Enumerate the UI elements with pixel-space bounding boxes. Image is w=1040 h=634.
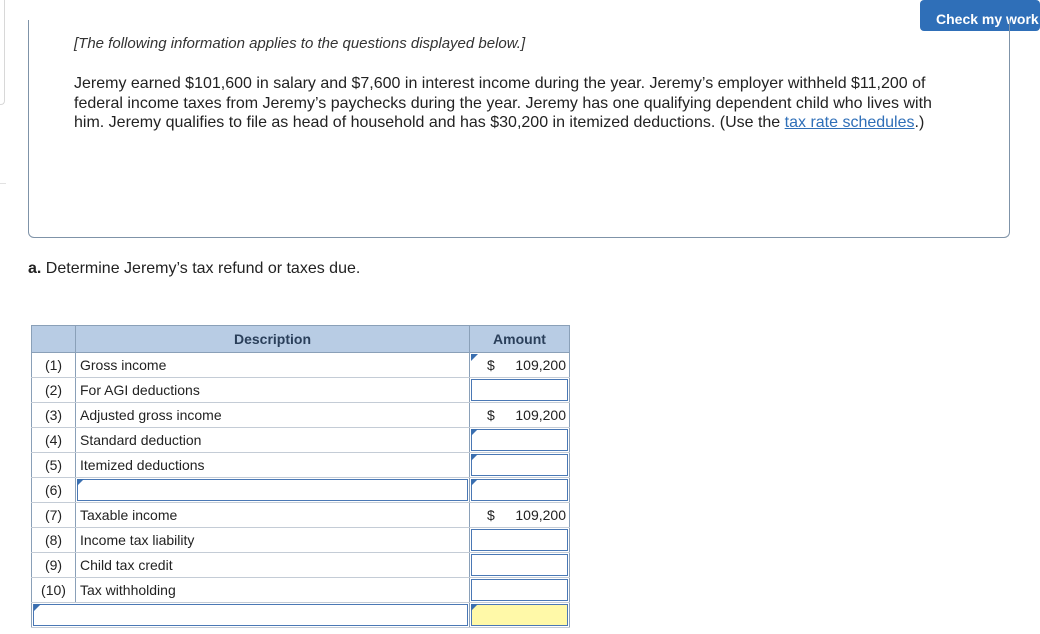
currency-symbol: $: [487, 407, 495, 423]
row-number: (4): [32, 428, 76, 453]
row-amount: [470, 403, 570, 428]
row-number: (5): [32, 453, 76, 478]
table-row: [32, 378, 570, 403]
table-row: [32, 578, 570, 603]
question-text: Determine Jeremy’s tax refund or taxes due.: [45, 260, 361, 277]
amount-input[interactable]: [471, 429, 568, 451]
row-number: (7): [32, 503, 76, 528]
row-description: Standard deduction: [76, 428, 470, 453]
amount-value: 109,200: [515, 507, 566, 523]
dropdown-flag-icon: [471, 354, 478, 361]
dropdown-flag-icon: [471, 429, 478, 436]
amount-input[interactable]: [471, 379, 568, 401]
header-amount: Amount: [470, 326, 570, 353]
currency-symbol: $: [487, 357, 495, 373]
row-amount: [470, 453, 570, 478]
row-amount: [470, 528, 570, 553]
row-description: Tax withholding: [76, 578, 470, 603]
left-panel-divider: [0, 183, 6, 184]
table-row: [32, 478, 570, 503]
row-description: [76, 603, 470, 628]
info-paragraph-tail: .): [914, 114, 925, 131]
row-description: For AGI deductions: [76, 378, 470, 403]
row-description: Gross income: [76, 353, 470, 378]
row-number: (10): [32, 578, 76, 603]
row-number: (6): [32, 478, 76, 503]
amount-input[interactable]: [471, 479, 568, 501]
row-amount: [470, 578, 570, 603]
row-description: Child tax credit: [76, 553, 470, 578]
row-number: (1): [32, 353, 76, 378]
row-amount: [470, 603, 570, 628]
table-row: [32, 428, 570, 453]
amount-input[interactable]: [471, 554, 568, 576]
table-row: [32, 553, 570, 578]
table-row: [32, 353, 570, 378]
dropdown-flag-icon: [77, 479, 84, 486]
info-paragraph-text: Jeremy earned $101,600 in salary and $7,600 in interest income during the year. Jeremy’s employer withheld $11,200 of federal income taxes from Jeremy’s paychecks during the year. Jeremy has one qualifying dependent child who lives with him. Jeremy qualifies to file as head of household and has $30,200 in itemized deductions. (Use the: [74, 75, 932, 131]
row-number: (2): [32, 378, 76, 403]
question-a: [28, 260, 360, 278]
row-amount: [470, 503, 570, 528]
tax-table: [31, 325, 570, 628]
table-row: [32, 453, 570, 478]
table-row: [32, 403, 570, 428]
row-description: Adjusted gross income: [76, 403, 470, 428]
row-amount: [470, 478, 570, 503]
row-description: [76, 478, 470, 503]
header-description: Description: [76, 326, 470, 353]
row-amount: [470, 553, 570, 578]
dropdown-flag-icon: [471, 479, 478, 486]
row-number: (9): [32, 553, 76, 578]
dropdown-flag-icon: [471, 604, 478, 611]
row-amount: [470, 378, 570, 403]
row-description: Taxable income: [76, 503, 470, 528]
check-my-work-button[interactable]: Check my work: [920, 0, 1040, 31]
result-description-dropdown[interactable]: [33, 604, 469, 626]
row-amount: [470, 428, 570, 453]
left-panel-edge: [0, 0, 5, 105]
amount-input[interactable]: [471, 529, 568, 551]
row-number: (3): [32, 403, 76, 428]
header-number: [32, 326, 76, 353]
row-description: Income tax liability: [76, 528, 470, 553]
description-dropdown[interactable]: [77, 479, 468, 501]
info-note: [The following information applies to the questions displayed below.]: [74, 35, 526, 52]
result-amount-input[interactable]: [471, 604, 568, 626]
row-amount: [470, 353, 570, 378]
table-row: [32, 603, 570, 628]
table-row: [32, 528, 570, 553]
row-number: (8): [32, 528, 76, 553]
amount-value: 109,200: [515, 407, 566, 423]
row-description: Itemized deductions: [76, 453, 470, 478]
dropdown-flag-icon: [34, 604, 41, 611]
info-paragraph: [74, 74, 954, 133]
currency-symbol: $: [487, 507, 495, 523]
table-row: [32, 503, 570, 528]
dropdown-flag-icon: [471, 454, 478, 461]
amount-value: 109,200: [515, 357, 566, 373]
amount-input[interactable]: [471, 454, 568, 476]
amount-input[interactable]: [471, 579, 568, 601]
question-letter: a.: [28, 260, 42, 277]
tax-rate-schedules-link[interactable]: tax rate schedules: [784, 114, 915, 131]
table-header-row: [32, 326, 570, 353]
